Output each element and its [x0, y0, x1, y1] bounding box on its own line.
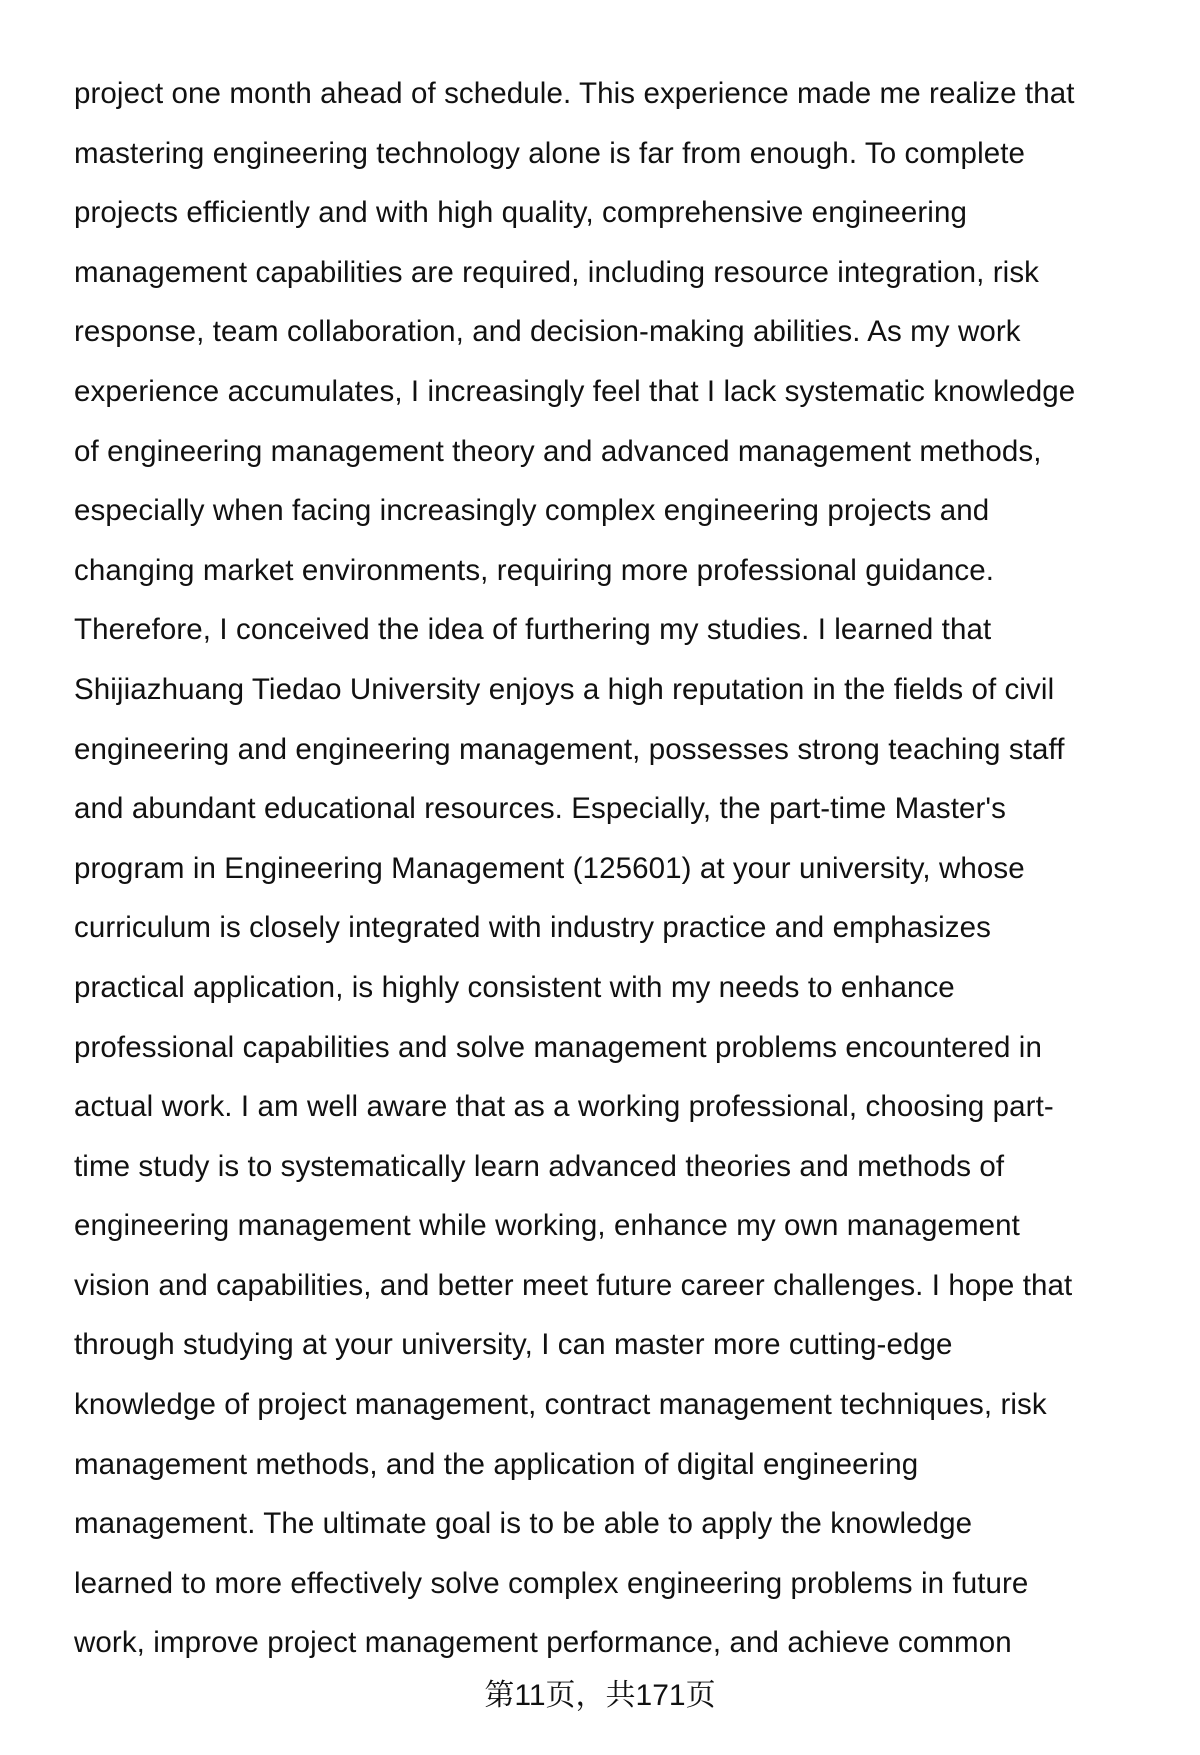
text-line: actual work. I am well aware that as a working professional, choosing part- [74, 1090, 1054, 1124]
page-number-footer: 第11页，共171页 [484, 1679, 716, 1712]
text-line: Shijiazhuang Tiedao University enjoys a high reputation in the fields of civil [74, 672, 1055, 706]
text-line: learned to more effectively solve complex engineering problems in future [74, 1566, 1029, 1600]
text-line: experience accumulates, I increasingly feel that I lack systematic knowledge [74, 374, 1076, 408]
text-line: professional capabilities and solve management problems encountered in [74, 1030, 1042, 1064]
text-line: and abundant educational resources. Especially, the part-time Master's [74, 792, 1007, 826]
text-line: response, team collaboration, and decision-making abilities. As my work [74, 315, 1021, 349]
text-line: especially when facing increasingly complex engineering projects and [74, 494, 990, 528]
text-line: through studying at your university, I can master more cutting-edge [74, 1328, 953, 1362]
text-line: vision and capabilities, and better meet future career challenges. I hope that [74, 1268, 1073, 1302]
text-line: curriculum is closely integrated with industry practice and emphasizes [74, 911, 991, 945]
text-line: management methods, and the application of digital engineering [74, 1447, 919, 1481]
text-line: management capabilities are required, including resource integration, risk [74, 255, 1040, 289]
text-line: time study is to systematically learn advanced theories and methods of [74, 1149, 1005, 1183]
text-line: engineering and engineering management, possesses strong teaching staff [74, 732, 1065, 766]
text-line: program in Engineering Management (125601) at your university, whose [74, 851, 1025, 885]
text-line: of engineering management theory and advanced management methods, [74, 434, 1042, 468]
text-line: Therefore, I conceived the idea of furthering my studies. I learned that [74, 613, 992, 647]
text-line: management. The ultimate goal is to be able to apply the knowledge [74, 1507, 973, 1541]
text-line: changing market environments, requiring more professional guidance. [74, 553, 995, 587]
text-line: practical application, is highly consistent with my needs to enhance [74, 970, 955, 1004]
text-line: mastering engineering technology alone is far from enough. To complete [74, 136, 1026, 170]
text-line: knowledge of project management, contract management techniques, risk [74, 1388, 1047, 1422]
text-line: project one month ahead of schedule. This experience made me realize that [74, 77, 1075, 110]
body-paragraph [74, 72, 1184, 1681]
text-line: engineering management while working, enhance my own management [74, 1209, 1020, 1243]
text-line: projects efficiently and with high quality, comprehensive engineering [74, 196, 967, 230]
text-line: work, improve project management performance, and achieve common [74, 1626, 1012, 1660]
